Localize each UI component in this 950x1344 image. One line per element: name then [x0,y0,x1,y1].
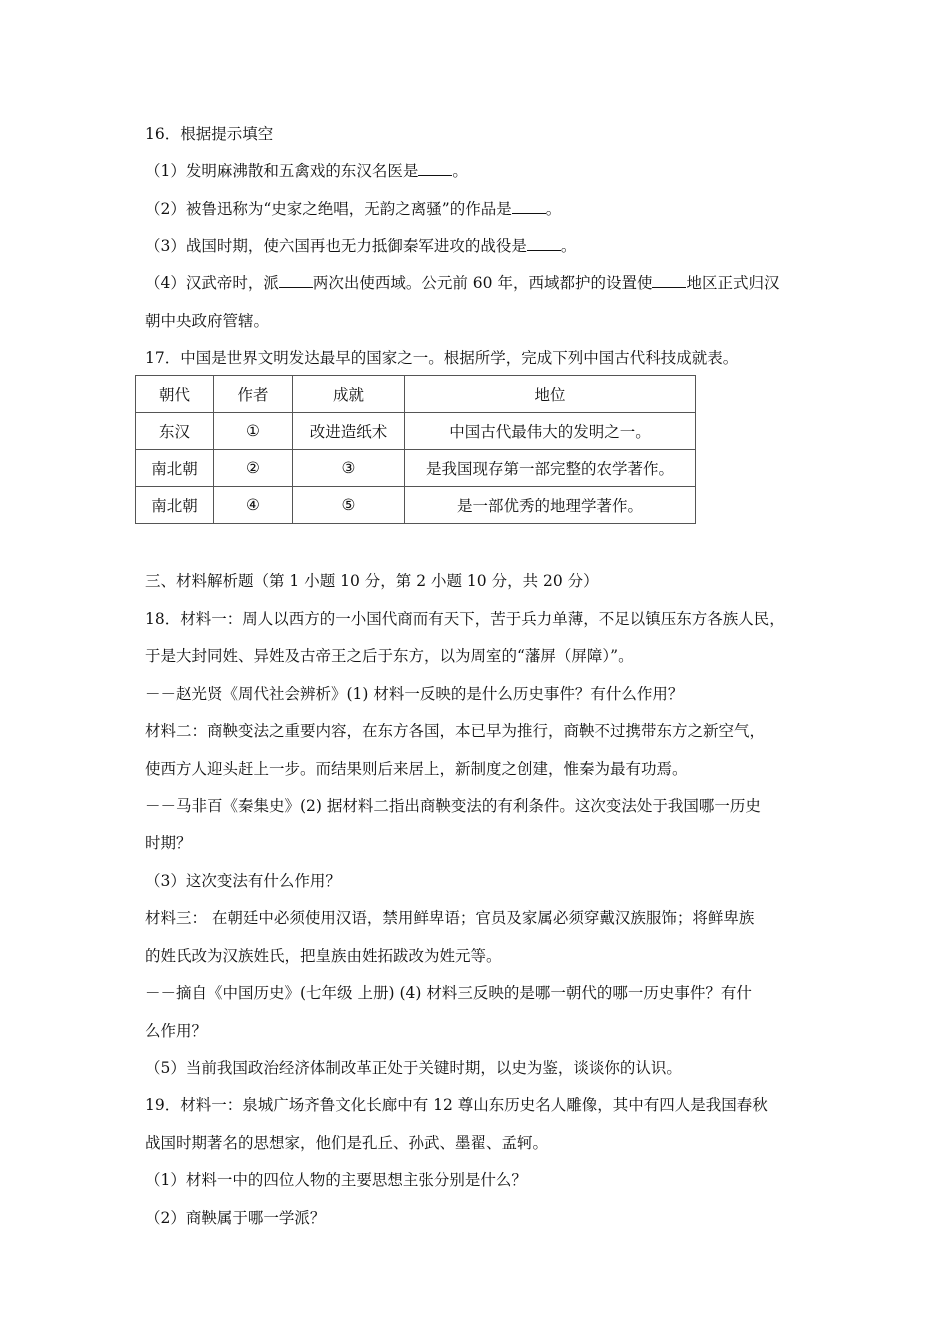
answer-blank[interactable] [279,273,313,288]
q16-title: 16．根据提示填空 [145,125,274,143]
table-row [136,487,696,524]
answer-blank[interactable] [527,236,561,251]
section-3-title: 三、材料解析题（第 1 小题 10 分，第 2 小题 10 分，共 20 分） [145,572,599,590]
q16-part3-text: （3）战国时期，使六国再也无力抵御秦军进攻的战役是 [145,237,527,255]
q16-part3-end: 。 [560,237,577,255]
header-cell: 地位 [405,376,696,413]
table-header-row [136,376,696,413]
table-cell: ④ [214,487,293,524]
q16-part1-end: 。 [452,162,468,180]
achievement-table [135,375,696,524]
q16-part1-text: （1）发明麻沸散和五禽戏的东汉名医是 [145,162,419,180]
q16-part4-text: （4）汉武帝时，派 [145,274,279,292]
table-cell: ③ [293,450,405,487]
q18-line: －－马非百《秦集史》(2) 据材料二指出商鞅变法的有利条件。这次变法处于我国哪一历史 [145,797,761,815]
table-cell: ① [214,413,293,450]
q18-line: 时期？ [145,834,192,852]
q19-line: （2）商鞅属于哪一学派？ [145,1209,326,1227]
q16-part3 [145,236,576,256]
table-cell: 是一部优秀的地理学著作。 [405,487,696,524]
table-row [136,450,696,487]
q16-part4-mid: 两次出使西域。公元前 60 年，西域都护的设置使 [312,274,653,292]
table-row [136,413,696,450]
answer-blank[interactable] [418,161,452,176]
q18-line: 的姓氏改为汉族姓氏，把皇族由姓拓跋改为姓元等。 [145,947,502,965]
q17-title: 17．中国是世界文明发达最早的国家之一。根据所学，完成下列中国古代科技成就表。 [145,349,739,367]
q18-line: 使西方人迎头赶上一步。而结果则后来居上，新制度之创建，惟秦为最有功焉。 [145,760,688,778]
table-cell: 南北朝 [136,487,214,524]
header-cell: 作者 [214,376,293,413]
header-cell: 成就 [293,376,405,413]
answer-blank[interactable] [652,273,686,288]
header-cell: 朝代 [136,376,214,413]
q19-line: （1）材料一中的四位人物的主要思想主张分别是什么？ [145,1171,527,1189]
q16-part4-end: 地区正式归汉 [686,274,780,292]
q16-part2-text: （2）被鲁迅称为“史家之绝唱，无韵之离骚”的作品是 [145,200,512,218]
q16-part1 [145,161,468,181]
q18-line: －－摘自《中国历史》(七年级 上册) (4) 材料三反映的是哪一朝代的哪一历史事件？有什 [145,984,752,1002]
q16-part4-cont: 朝中央政府管辖。 [145,312,270,330]
q18-line: 18．材料一：周人以西方的一小国代商而有天下，苦于兵力单薄，不足以镇压东方各族人民， [145,610,785,628]
table-cell: ② [214,450,293,487]
answer-blank[interactable] [512,199,546,214]
q16-part2-end: 。 [545,200,562,218]
q18-line: （5）当前我国政治经济体制改革正处于关键时期，以史为鉴，谈谈你的认识。 [145,1059,682,1077]
table-cell: 东汉 [136,413,214,450]
q18-line: 于是大封同姓、异姓及古帝王之后于东方，以为周室的“藩屏（屏障）”。 [145,647,634,665]
q19-line: 19．材料一：泉城广场齐鲁文化长廊中有 12 尊山东历史名人雕像，其中有四人是我国春秋 [145,1096,768,1114]
table-cell: ⑤ [293,487,405,524]
q18-line: 材料三： 在朝廷中必须使用汉语，禁用鲜卑语；官员及家属必须穿戴汉族服饰；将鲜卑族 [145,909,755,927]
table-cell: 是我国现存第一部完整的农学著作。 [405,450,696,487]
table-cell: 改进造纸术 [293,413,405,450]
q16-part2 [145,199,561,219]
q18-line: －－赵光贤《周代社会辨析》(1) 材料一反映的是什么历史事件？有什么作用？ [145,685,684,703]
q18-line: 材料二：商鞅变法之重要内容，在东方各国，本已早为推行，商鞅不过携带东方之新空气， [145,722,766,740]
q16-part4 [145,273,779,293]
q18-line: （3）这次变法有什么作用？ [145,872,341,890]
table-cell: 南北朝 [136,450,214,487]
q18-line: 么作用？ [145,1022,208,1040]
q19-line: 战国时期著名的思想家，他们是孔丘、孙武、墨翟、孟轲。 [145,1134,549,1152]
table-cell: 中国古代最伟大的发明之一。 [405,413,696,450]
